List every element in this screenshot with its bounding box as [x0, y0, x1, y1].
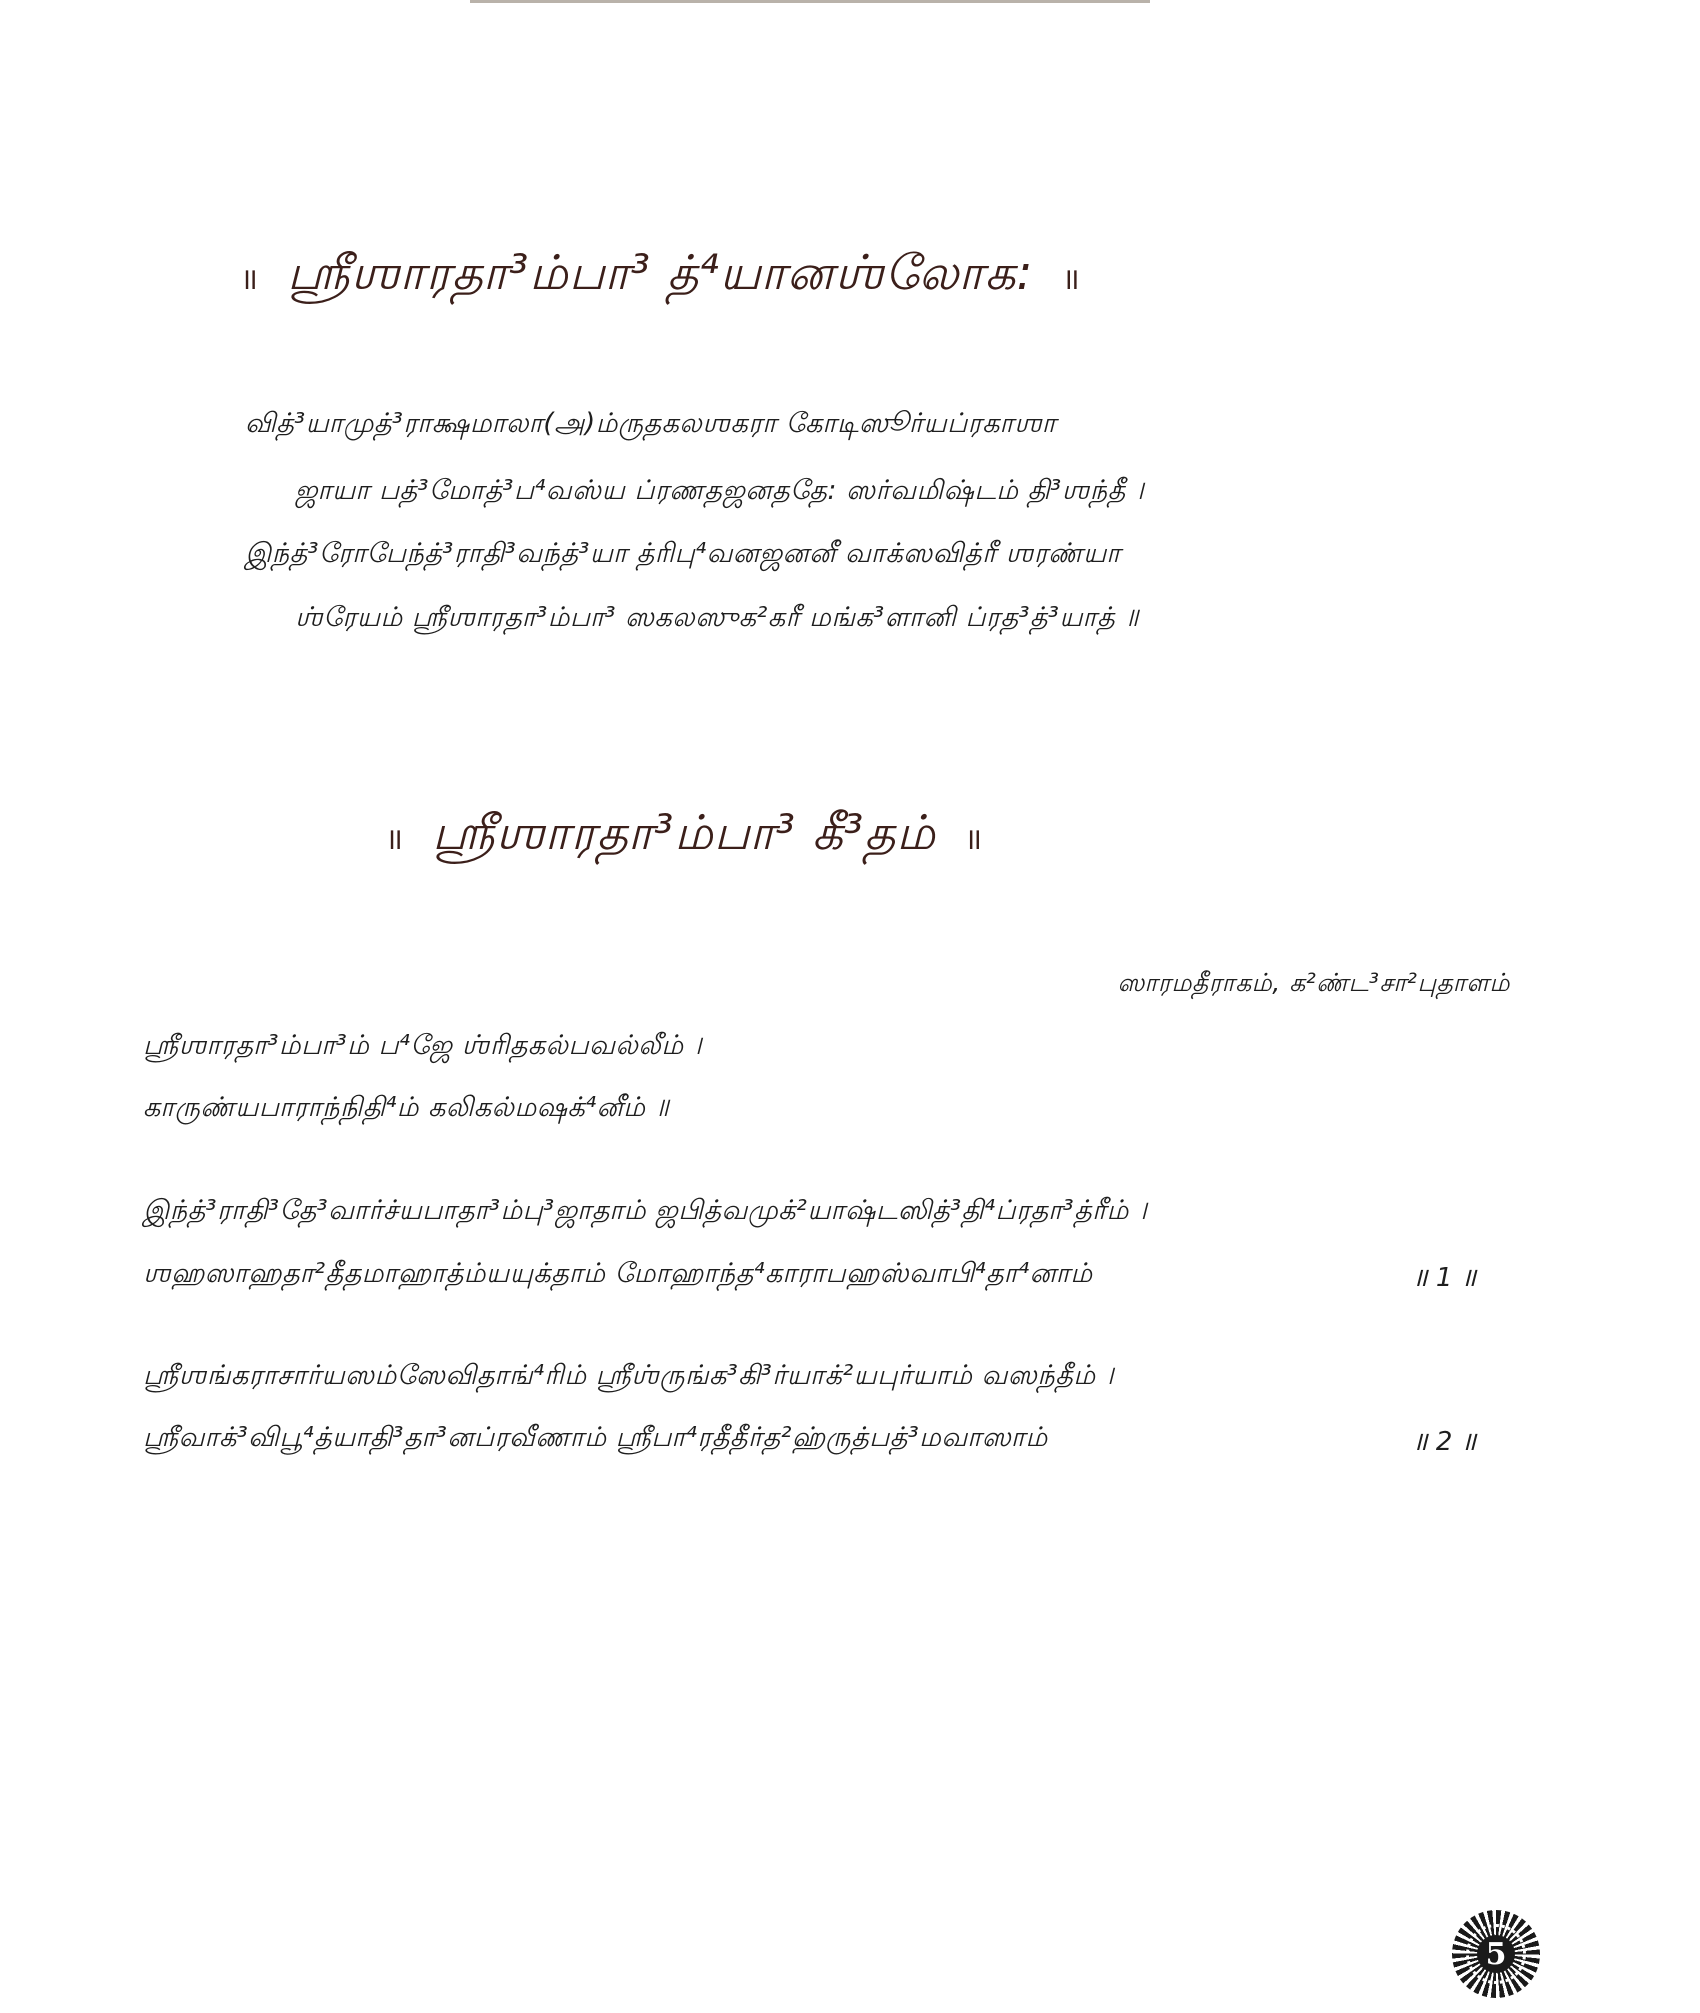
raga-tala-label: ஸாரமதீராகம், க²ண்ட³சா²புதாளம்: [1117, 968, 1510, 997]
geetham-heading: [385, 805, 983, 867]
dhyana-verse-line: இந்த்³ரோபேந்த்³ராதி³வந்த்³யா த்ரிபு⁴வனஜனனீ வாக்ஸவித்ரீ ஶரண்யா: [245, 538, 1121, 569]
top-border-line: [470, 0, 1150, 3]
dhyana-sloka-heading: [240, 245, 1081, 307]
double-danda-open: ॥: [385, 822, 404, 857]
page-number: 5: [1485, 1936, 1507, 1972]
dhyana-verse-line: வித்³யாமுத்³ராக்ஷமாலா(அ)ம்ருதகலஶகரா கோடிஸூர்யப்ரகாஶா: [245, 408, 1057, 439]
double-danda-close: ॥: [1061, 262, 1081, 297]
geetham-verse-line: ஶ்ரீஶாரதா³ம்பா³ம் ப⁴ஜே ஶ்ரிதகல்பவல்லீம் ।: [143, 1030, 703, 1061]
geetham-verse-line: ஶ்ரீஶங்கராசார்யஸம்ஸேவிதாங்⁴ரிம் ஶ்ரீஶ்ருங்க³கி³ர்யாக்²யபுர்யாம் வஸந்தீம் ।: [143, 1360, 1115, 1391]
stanza-number: ॥ 2 ॥: [1412, 1427, 1477, 1457]
geetham-title: ஶ்ரீஶாரதா³ம்பா³ கீ³தம்: [432, 805, 936, 861]
dhyana-sloka-title: ஶ்ரீஶாரதா³ம்பா³ த்⁴யானஶ்லோக:: [287, 245, 1034, 301]
double-danda-close: ॥: [964, 822, 984, 857]
geetham-verse-line: ஶ்ரீவாக்³விபூ⁴த்யாதி³தா³னப்ரவீணாம் ஶ்ரீபா⁴ரதீதீர்த²ஹ்ருத்பத்³மவாஸாம்: [143, 1422, 1048, 1453]
stanza-number: ॥ 1 ॥: [1412, 1263, 1477, 1293]
page-number-badge: [1452, 1910, 1540, 1998]
dhyana-verse-line: ஶ்ரேயம் ஶ்ரீஶாரதா³ம்பா³ ஸகலஸுக²கரீ மங்க³ளானி ப்ரத³த்³யாத் ॥: [295, 602, 1139, 633]
geetham-verse-line: ஶஹஸாஹதா²தீதமாஹாத்ம்யயுக்தாம் மோஹாந்த⁴காராபஹஸ்வாபி⁴தா⁴னாம்: [143, 1258, 1093, 1289]
geetham-verse-line: காருண்யபாராந்நிதி⁴ம் கலிகல்மஷக்⁴னீம் ॥: [143, 1092, 670, 1123]
geetham-verse-line: இந்த்³ராதி³தே³வார்ச்யபாதா³ம்பு³ஜாதாம் ஜபித்வமுக்²யாஷ்டஸித்³தி⁴ப்ரதா³த்ரீம் ।: [143, 1195, 1148, 1226]
dhyana-verse-line: ஜாயா பத்³மோத்³ப⁴வஸ்ய ப்ரணதஜனததே: ஸர்வமிஷ்டம் தி³ஶந்தீ ।: [295, 475, 1145, 506]
double-danda-open: ॥: [240, 262, 259, 297]
